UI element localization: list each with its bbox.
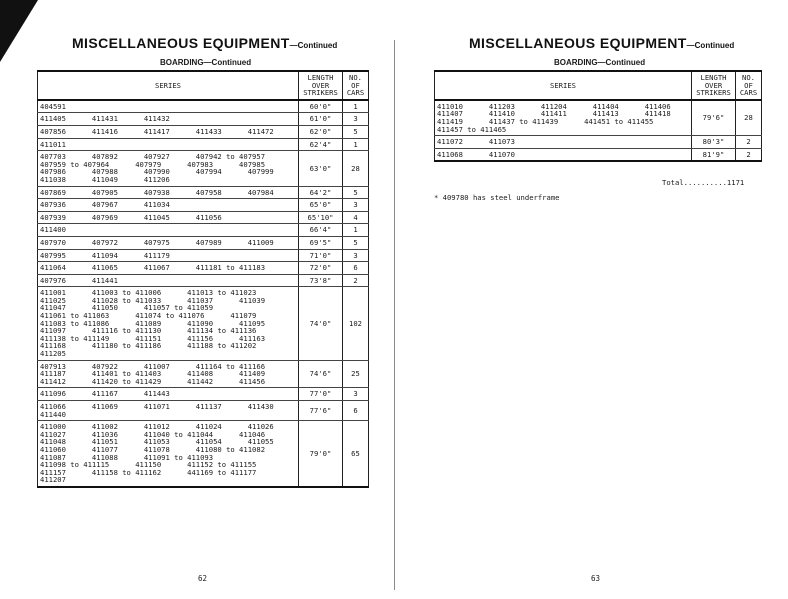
cars-cell: 6 xyxy=(343,401,369,421)
table-row xyxy=(38,401,369,421)
cars-cell: 65 xyxy=(343,421,369,487)
length-cell: 79'0" xyxy=(299,421,343,487)
table-row xyxy=(38,113,369,126)
series-line: 407986 407988 407990 407994 407999 xyxy=(40,167,274,177)
series-line: 411457 to 411465 xyxy=(437,124,507,134)
length-cell: 81'9" xyxy=(692,148,736,161)
page-number: 62 xyxy=(198,574,208,583)
series-line: 411098 to 411115 411150 411152 to 411155 xyxy=(40,460,257,470)
series-line: 411157 411158 to 411162 441169 to 411177 xyxy=(40,467,257,477)
cars-cell: 3 xyxy=(343,249,369,262)
cars-cell: 3 xyxy=(343,199,369,212)
series-numbers xyxy=(38,138,299,151)
page-number: 63 xyxy=(591,574,601,583)
series-line: 411011 xyxy=(40,139,66,149)
series-line: 407939 407969 411045 411056 xyxy=(40,212,222,222)
series-numbers xyxy=(38,401,299,421)
series-numbers xyxy=(435,148,692,161)
series-numbers xyxy=(38,224,299,237)
length-cell: 71'0" xyxy=(299,249,343,262)
length-cell: 62'0" xyxy=(299,125,343,138)
cars-cell: 5 xyxy=(343,125,369,138)
section-subtitle: BOARDING—Continued xyxy=(160,58,252,67)
series-line: 411060 411077 411078 411080 to 411082 xyxy=(40,444,266,454)
series-numbers xyxy=(38,100,299,113)
right-page xyxy=(394,0,788,599)
cars-cell: 5 xyxy=(343,186,369,199)
cars-cell: 6 xyxy=(343,262,369,275)
series-line: 411064 411065 411067 411181 to 411183 xyxy=(40,263,266,273)
total-line: Total..........1171 xyxy=(662,178,745,187)
table-row xyxy=(38,199,369,212)
table-row xyxy=(38,186,369,199)
header-series: SERIES xyxy=(435,71,692,100)
series-line: 411000 411002 411012 411024 411026 xyxy=(40,422,274,432)
header-series: SERIES xyxy=(38,71,299,100)
cars-cell: 25 xyxy=(343,360,369,388)
length-cell: 73'8" xyxy=(299,274,343,287)
series-numbers xyxy=(38,388,299,401)
series-line: 411412 411420 to 411429 411442 411456 xyxy=(40,376,266,386)
equipment-table xyxy=(434,70,762,162)
cars-cell: 1 xyxy=(343,224,369,237)
equipment-table xyxy=(37,70,369,488)
series-line: 411400 xyxy=(40,225,66,235)
series-line: 411072 411073 xyxy=(437,137,515,147)
cars-cell: 1 xyxy=(343,100,369,113)
series-line: 411027 411036 411040 to 411044 411046 xyxy=(40,429,266,439)
series-line: 411047 411050 411057 to 411059 xyxy=(40,303,214,313)
series-line: 411048 411051 411053 411054 411055 xyxy=(40,437,274,447)
series-line: 411001 411003 to 411006 411013 to 411023 xyxy=(40,288,257,298)
cars-cell: 3 xyxy=(343,388,369,401)
header-cars: NO. OF CARS xyxy=(343,71,369,100)
length-cell: 60'0" xyxy=(299,100,343,113)
table-row xyxy=(38,125,369,138)
table-body xyxy=(38,100,369,487)
series-line: 407913 407922 411007 411164 to 411166 xyxy=(40,361,266,371)
series-numbers xyxy=(435,136,692,149)
series-line: 411407 411410 411411 411413 411418 xyxy=(437,109,671,119)
series-line: 411138 to 411149 411151 411156 411163 xyxy=(40,333,266,343)
table-row xyxy=(435,148,762,161)
length-cell: 79'6" xyxy=(692,100,736,136)
table-row xyxy=(38,100,369,113)
series-numbers xyxy=(38,186,299,199)
title-text: MISCELLANEOUS EQUIPMENT xyxy=(72,35,290,51)
table-row xyxy=(38,287,369,360)
series-line: 411010 411203 411204 411404 411406 xyxy=(437,101,671,111)
cars-cell: 5 xyxy=(343,236,369,249)
table-row xyxy=(38,360,369,388)
length-cell: 80'3" xyxy=(692,136,736,149)
title-text: MISCELLANEOUS EQUIPMENT xyxy=(469,35,687,51)
length-cell: 61'0" xyxy=(299,113,343,126)
section-subtitle: BOARDING—Continued xyxy=(554,58,646,67)
cars-cell: 2 xyxy=(343,274,369,287)
series-line: 411068 411070 xyxy=(437,149,515,159)
series-line: 407856 411416 411417 411433 411472 xyxy=(40,126,274,136)
series-line: 411061 to 411063 411074 to 411076 411079 xyxy=(40,311,257,321)
header-cars: NO. OF CARS xyxy=(736,71,762,100)
footnote: * 409780 has steel underframe xyxy=(434,193,560,202)
series-numbers xyxy=(38,151,299,186)
length-cell: 77'0" xyxy=(299,388,343,401)
series-line: 411087 411088 411091 to 411093 xyxy=(40,452,214,462)
series-line: 411419 411437 to 411439 441451 to 411455 xyxy=(437,116,654,126)
page-title xyxy=(469,35,734,51)
length-cell: 72'0" xyxy=(299,262,343,275)
series-numbers xyxy=(38,125,299,138)
series-line: 411025 411028 to 411033 411037 411039 xyxy=(40,295,266,305)
series-numbers xyxy=(38,211,299,224)
table-row xyxy=(38,236,369,249)
length-cell: 62'4" xyxy=(299,138,343,151)
series-line: 411096 411167 411443 xyxy=(40,389,170,399)
series-line: 407976 411441 xyxy=(40,275,118,285)
header-length: LENGTH OVER STRIKERS xyxy=(299,71,343,100)
cars-cell: 2 xyxy=(736,148,762,161)
length-cell: 65'10" xyxy=(299,211,343,224)
series-line: 407869 407905 407938 407958 407984 xyxy=(40,187,274,197)
series-line: 407995 411094 411179 xyxy=(40,250,170,260)
series-numbers xyxy=(38,236,299,249)
table-row xyxy=(38,151,369,186)
table-row xyxy=(38,138,369,151)
cars-cell: 3 xyxy=(343,113,369,126)
table-row xyxy=(435,136,762,149)
series-line: 407703 407892 407927 407942 to 407957 xyxy=(40,152,266,162)
table-row xyxy=(435,100,762,136)
series-line: 411066 411069 411071 411137 411430 xyxy=(40,402,274,411)
cars-cell: 4 xyxy=(343,211,369,224)
series-line: 411405 411431 411432 xyxy=(40,114,170,124)
title-continued: —Continued xyxy=(289,41,338,50)
length-cell: 64'2" xyxy=(299,186,343,199)
length-cell: 63'0" xyxy=(299,151,343,186)
table-row xyxy=(38,249,369,262)
table-row xyxy=(38,211,369,224)
cars-cell: 28 xyxy=(736,100,762,136)
series-numbers xyxy=(38,113,299,126)
series-numbers xyxy=(38,262,299,275)
series-line: 411207 xyxy=(40,475,66,485)
cars-cell: 2 xyxy=(736,136,762,149)
header-length: LENGTH OVER STRIKERS xyxy=(692,71,736,100)
series-numbers xyxy=(38,287,299,360)
cars-cell: 102 xyxy=(343,287,369,360)
length-cell: 65'0" xyxy=(299,199,343,212)
series-numbers xyxy=(435,100,692,136)
table-row xyxy=(38,388,369,401)
length-cell: 66'4" xyxy=(299,224,343,237)
series-numbers xyxy=(38,274,299,287)
series-line: 411168 411180 to 411186 411188 to 411202 xyxy=(40,341,257,351)
table-row xyxy=(38,421,369,487)
series-numbers xyxy=(38,360,299,388)
series-line: 411187 411401 to 411403 411408 411409 xyxy=(40,369,266,379)
length-cell: 77'6" xyxy=(299,401,343,421)
series-line: 411205 xyxy=(40,349,66,359)
page-title xyxy=(72,35,337,51)
series-line: 411038 411049 411206 xyxy=(40,174,170,184)
title-continued: —Continued xyxy=(686,41,735,50)
series-line: 411097 411116 to 411130 411134 to 411136 xyxy=(40,326,257,336)
series-line: 407936 407967 411034 xyxy=(40,200,170,210)
table-body xyxy=(435,100,762,162)
table-row xyxy=(38,274,369,287)
series-numbers xyxy=(38,199,299,212)
series-line: 407959 to 407964 407979 407983 407985 xyxy=(40,159,266,169)
table-row xyxy=(38,262,369,275)
series-line: 407970 407972 407975 407989 411009 xyxy=(40,237,274,247)
series-line: 404591 xyxy=(40,101,66,111)
length-cell: 74'6" xyxy=(299,360,343,388)
series-line: 411440 xyxy=(40,409,66,419)
series-numbers xyxy=(38,421,299,487)
length-cell: 69'5" xyxy=(299,236,343,249)
cars-cell: 1 xyxy=(343,138,369,151)
length-cell: 74'0" xyxy=(299,287,343,360)
cars-cell: 28 xyxy=(343,151,369,186)
series-numbers xyxy=(38,249,299,262)
series-line: 411083 to 411086 411089 411090 411095 xyxy=(40,318,266,328)
table-row xyxy=(38,224,369,237)
